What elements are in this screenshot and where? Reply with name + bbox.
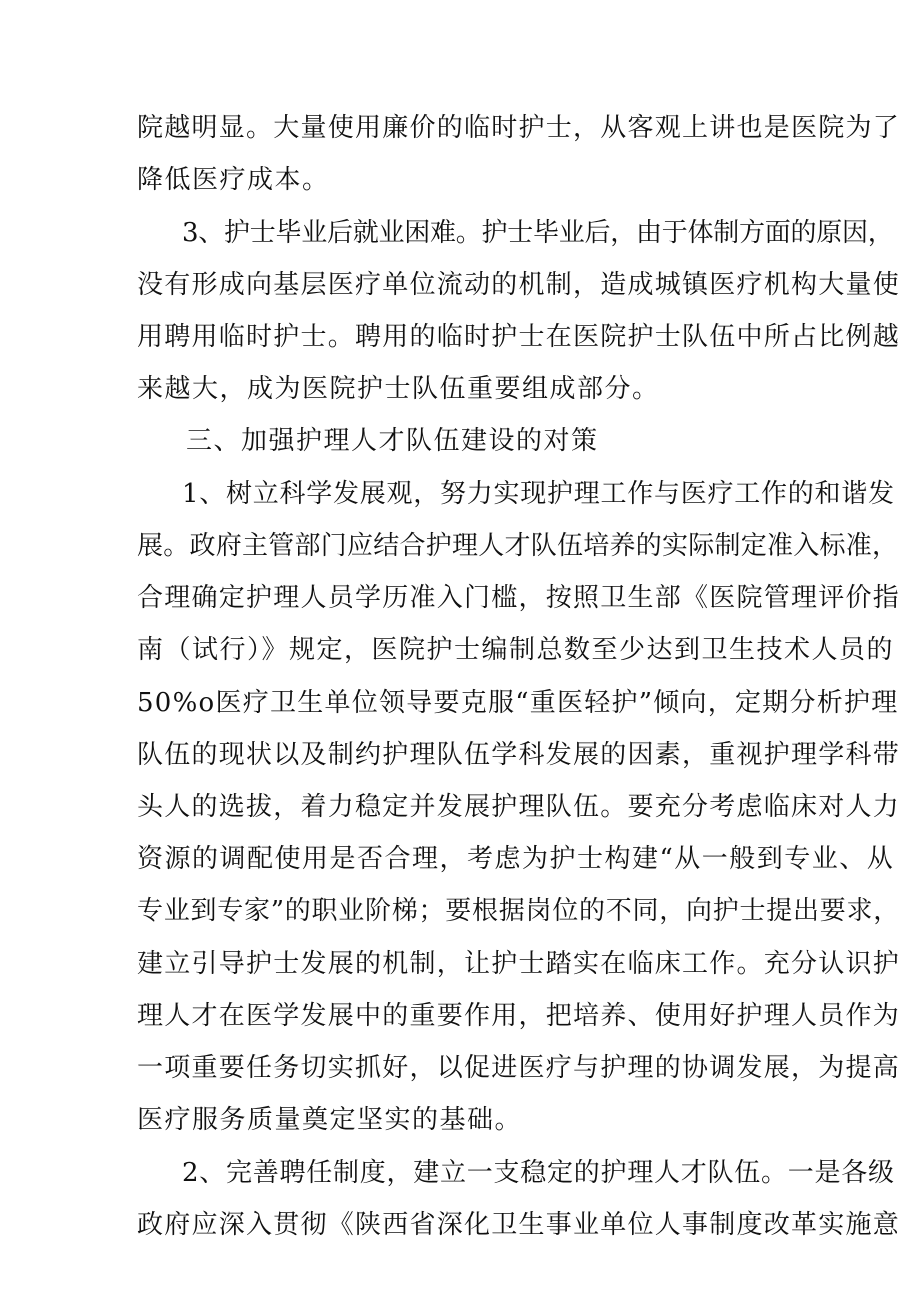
text-line: 政府应深入贯彻《陕西省深化卫生事业单位人事制度改革实施意 <box>137 1210 901 1240</box>
text-line: 3、护士毕业后就业困难。护士毕业后，由于体制方面的原因， <box>182 218 894 248</box>
text-line: 展。政府主管部门应结合护理人才队伍培养的实际制定准入标准， <box>137 531 899 561</box>
text-line: 专业到专家”的职业阶梯；要根据岗位的不同，向护士提出要求， <box>137 896 901 926</box>
text-line: 建立引导护士发展的机制，让护士踏实在临床工作。充分认识护 <box>137 949 901 979</box>
text-line: 合理确定护理人员学历准入门槛，按照卫生部《医院管理评价指 <box>137 583 901 613</box>
text-line: 医疗服务质量奠定坚实的基础。 <box>137 1105 523 1135</box>
text-line: 降低医疗成本。 <box>137 165 330 195</box>
text-line: 2、完善聘任制度，建立一支稳定的护理人才队伍。一是各级 <box>182 1158 895 1188</box>
section-heading: 三、加强护理人才队伍建设的对策 <box>186 426 599 456</box>
text-line: 理人才在医学发展中的重要作用，把培养、使用好护理人员作为 <box>137 1001 901 1031</box>
text-line: 一项重要任务切实抓好，以促进医疗与护理的协调发展，为提高 <box>137 1053 901 1083</box>
text-line: 队伍的现状以及制约护理队伍学科发展的因素，重视护理学科带 <box>137 740 901 770</box>
text-line: 用聘用临时护士。聘用的临时护士在医院护士队伍中所占比例越 <box>137 322 901 352</box>
text-line: 头人的选拔，着力稳定并发展护理队伍。要充分考虑临床对人力 <box>137 792 901 822</box>
text-line: 院越明显。大量使用廉价的临时护士，从客观上讲也是医院为了 <box>137 113 901 143</box>
text-line: 50%o医疗卫生单位领导要克服“重医轻护”倾向，定期分析护理 <box>137 688 899 718</box>
text-line: 来越大，成为医院护士队伍重要组成部分。 <box>137 374 660 404</box>
text-line: 资源的调配使用是否合理，考虑为护士构建“从一般到专业、从 <box>137 844 895 874</box>
text-line: 南（试行）》规定，医院护士编制总数至少达到卫生技术人员的 <box>137 635 895 665</box>
text-line: 没有形成向基层医疗单位流动的机制，造成城镇医疗机构大量使 <box>137 270 901 300</box>
text-line: 1、树立科学发展观，努力实现护理工作与医疗工作的和谐发 <box>182 479 895 509</box>
